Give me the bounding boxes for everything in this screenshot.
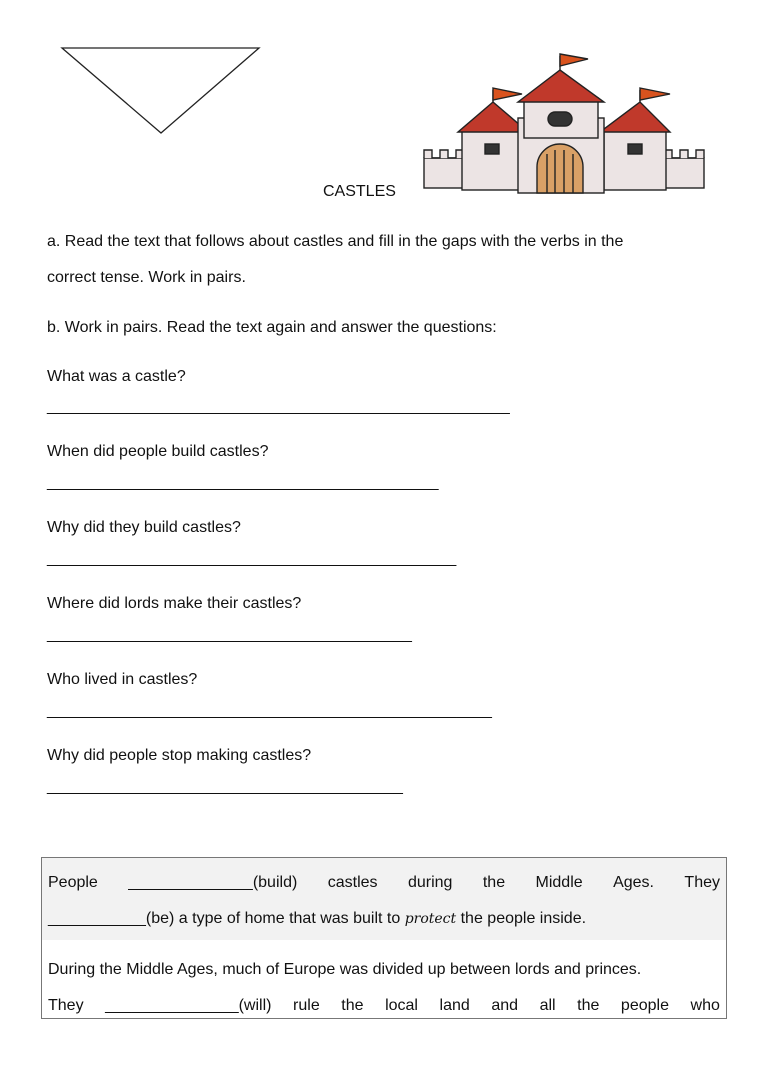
page-title: CASTLES — [323, 183, 396, 200]
answer-line-1[interactable]: ____________________________________________________ — [47, 398, 510, 415]
answer-line-3[interactable]: ______________________________________________ — [47, 550, 457, 567]
triangle-shape — [60, 45, 262, 137]
question-1: What was a castle? — [47, 368, 186, 385]
question-3: Why did they build castles? — [47, 519, 241, 536]
gap-build[interactable]: ______________(build) — [128, 874, 298, 891]
passage-box — [41, 857, 727, 1019]
handwritten-word: protect — [404, 911, 457, 927]
passage-row-1: People ______________(build) castles during the Middle Ages. They — [48, 874, 720, 891]
answer-line-4[interactable]: _________________________________________ — [47, 626, 412, 643]
question-6: Why did people stop making castles? — [47, 747, 312, 764]
answer-line-2[interactable]: ____________________________________________ — [47, 474, 439, 491]
castle-illustration — [418, 50, 710, 195]
question-2: When did people build castles? — [47, 443, 269, 460]
question-5: Who lived in castles? — [47, 671, 198, 688]
answer-line-6[interactable]: ________________________________________ — [47, 778, 403, 795]
passage-row-3: During the Middle Ages, much of Europe was divided up between lords and princes. — [48, 961, 642, 978]
passage-row-2: ___________(be) a type of home that was built to protect the people inside. — [48, 910, 587, 927]
passage-row-4: They _______________(will) rule the local land and all the people who — [48, 997, 720, 1014]
instruction-a-line2: correct tense. Work in pairs. — [47, 269, 246, 286]
question-4: Where did lords make their castles? — [47, 595, 302, 612]
answer-line-5[interactable]: __________________________________________________ — [47, 702, 492, 719]
instruction-b: b. Work in pairs. Read the text again and answer the questions: — [47, 319, 497, 336]
instruction-a-line1: a. Read the text that follows about castles and fill in the gaps with the verbs in the — [47, 233, 624, 250]
gap-be[interactable]: ___________(be) a type of home that was built to — [48, 910, 405, 927]
gap-will[interactable]: _______________(will) — [105, 997, 272, 1014]
